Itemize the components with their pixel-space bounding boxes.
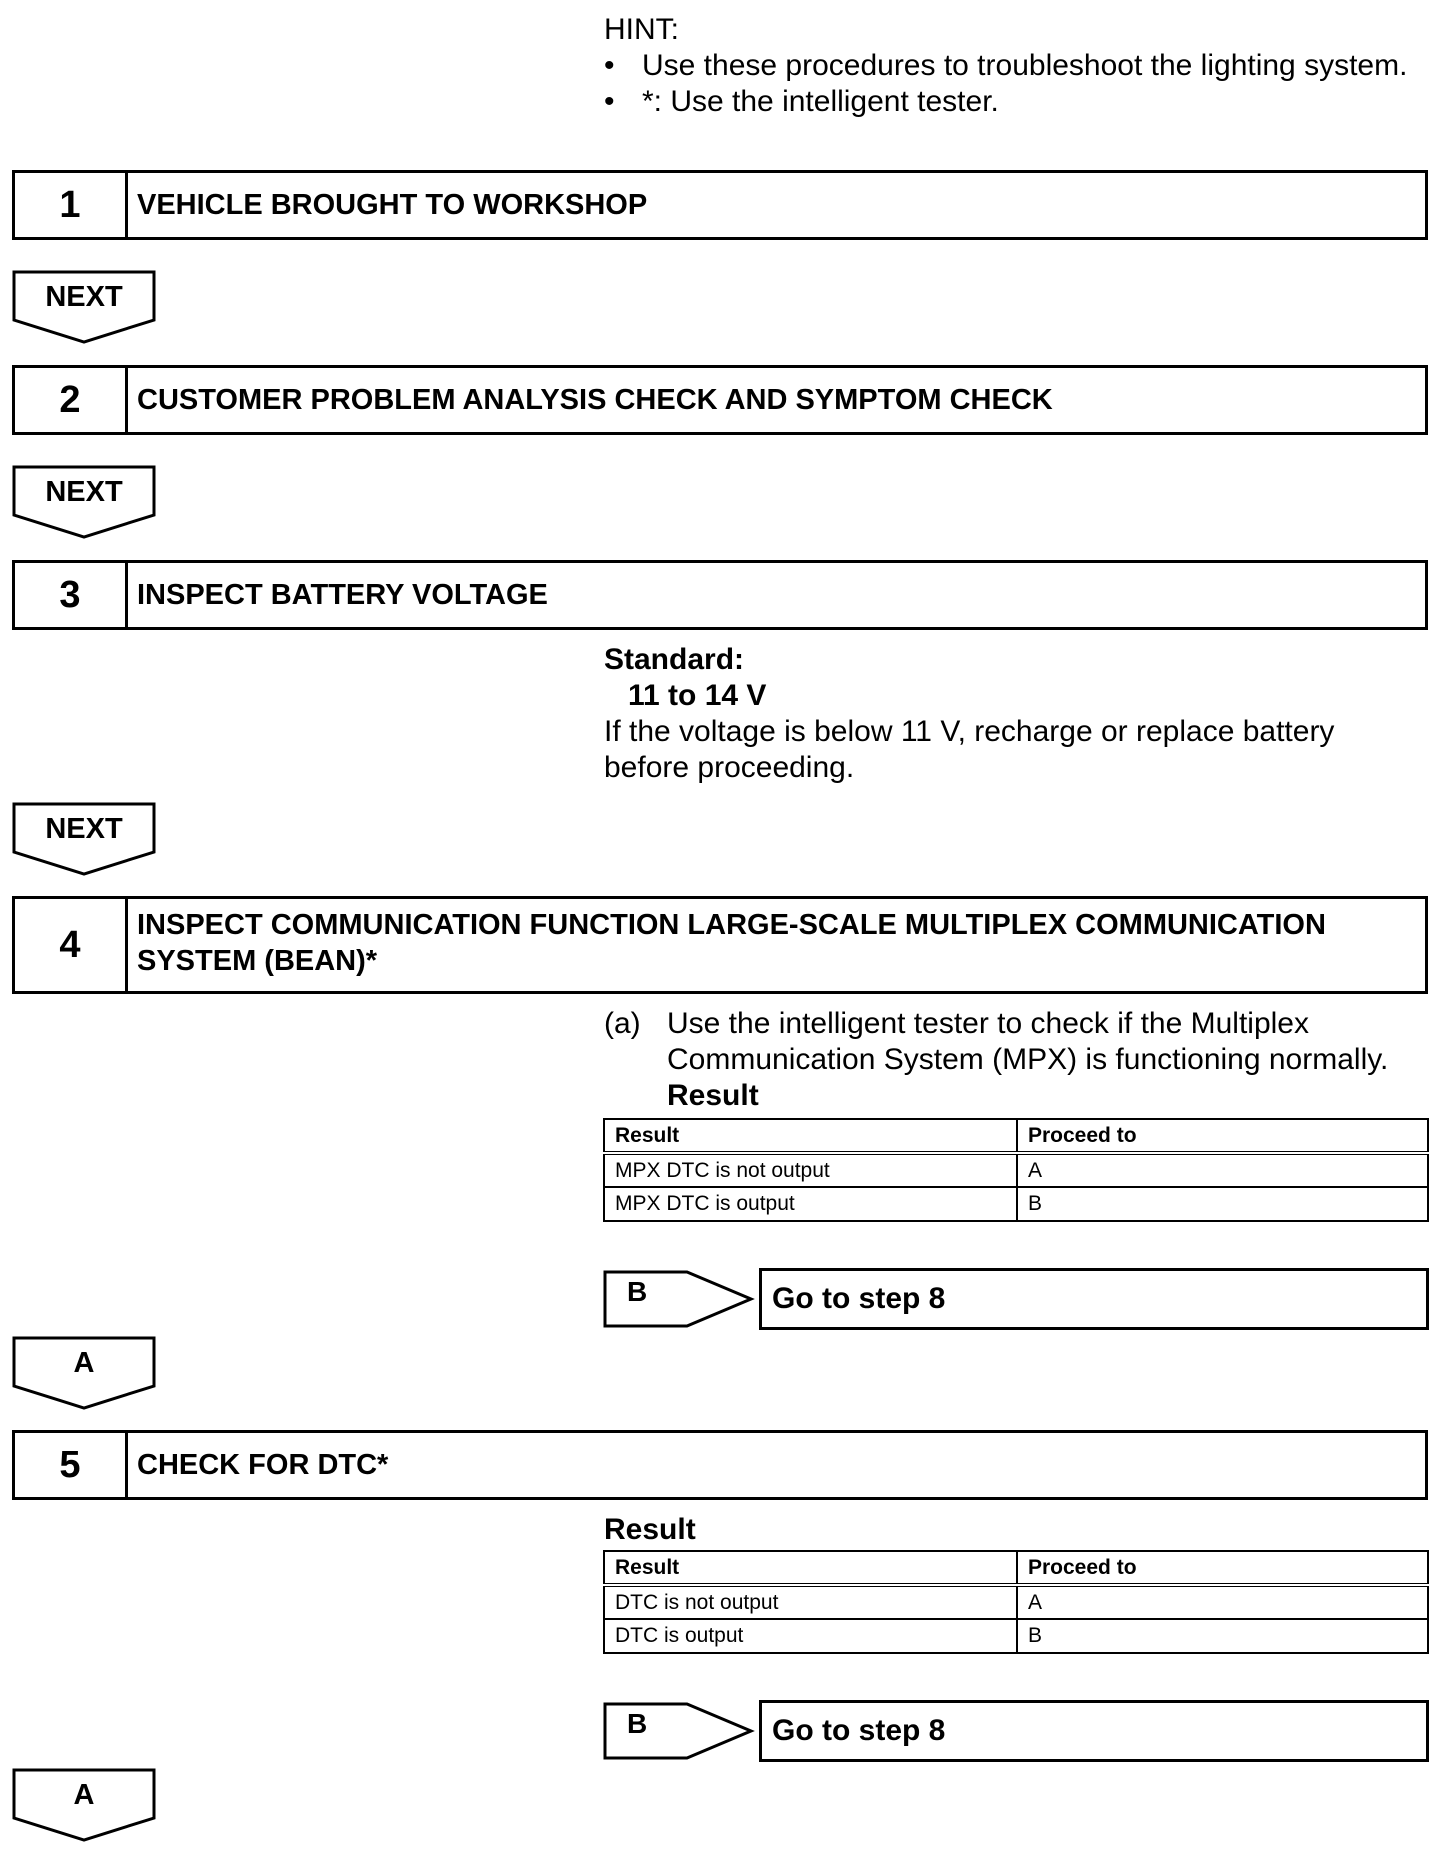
hint-title: HINT: — [604, 13, 679, 46]
step-number: 3 — [15, 563, 128, 627]
step-title: VEHICLE BROUGHT TO WORKSHOP — [137, 189, 648, 221]
result-title: Result — [667, 1079, 759, 1112]
next-arrow — [12, 802, 156, 876]
goto-step-8 — [603, 1268, 1429, 1330]
standard-label: Standard: — [604, 643, 745, 676]
table-cell: A — [1017, 1585, 1428, 1619]
table-header-row — [604, 1551, 1428, 1585]
table-cell: DTC is output — [604, 1619, 1017, 1653]
a-arrow — [12, 1768, 156, 1842]
goto-step-8 — [603, 1700, 1429, 1762]
step-title: INSPECT COMMUNICATION FUNCTION LARGE-SCALE MULTIPLEX COMMUNICATION — [137, 909, 1326, 941]
arrow-label: NEXT — [45, 476, 123, 508]
table-header: Result — [604, 1119, 1017, 1153]
table-row — [604, 1187, 1428, 1221]
table-cell: MPX DTC is output — [604, 1187, 1017, 1221]
step-title: SYSTEM (BEAN)* — [137, 945, 378, 977]
step-number: 4 — [15, 899, 128, 991]
goto-text: Go to step 8 — [759, 1700, 1429, 1762]
step-title: CHECK FOR DTC* — [137, 1449, 389, 1481]
next-arrow — [12, 270, 156, 344]
table-header: Proceed to — [1017, 1551, 1428, 1585]
bullet-marker: • — [604, 49, 615, 82]
table-cell: B — [1017, 1619, 1428, 1653]
branch-label: B — [627, 1276, 648, 1307]
step-number: 2 — [15, 368, 128, 432]
result-table — [603, 1118, 1429, 1222]
step-4-header — [12, 896, 1428, 994]
hint-bullet-text: Use these procedures to troubleshoot the lighting system. — [642, 49, 1408, 82]
step-5-header — [12, 1430, 1428, 1500]
battery-note: before proceeding. — [604, 751, 855, 784]
arrow-label: NEXT — [45, 281, 123, 313]
arrow-label: NEXT — [45, 813, 123, 845]
step-3-header — [12, 560, 1428, 630]
step-1-header — [12, 170, 1428, 240]
standard-value: 11 to 14 V — [628, 679, 767, 712]
a-arrow — [12, 1336, 156, 1410]
table-cell: DTC is not output — [604, 1585, 1017, 1619]
step-title: CUSTOMER PROBLEM ANALYSIS CHECK AND SYMPTOM CHECK — [137, 384, 1053, 416]
battery-note: If the voltage is below 11 V, recharge or replace battery — [604, 715, 1335, 748]
step-title: INSPECT BATTERY VOLTAGE — [137, 579, 548, 611]
table-header-row — [604, 1119, 1428, 1153]
table-row — [604, 1585, 1428, 1619]
item-label: (a) — [604, 1007, 641, 1040]
table-cell: B — [1017, 1187, 1428, 1221]
right-arrow-icon — [603, 1700, 755, 1762]
item-text: Communication System (MPX) is functioning normally. — [667, 1043, 1389, 1076]
table-header: Result — [604, 1551, 1017, 1585]
arrow-label: A — [73, 1347, 95, 1379]
arrow-label: A — [73, 1779, 95, 1811]
step-2-header — [12, 365, 1428, 435]
hint-bullet-text: *: Use the intelligent tester. — [642, 85, 999, 118]
result-title: Result — [604, 1513, 696, 1546]
step-number: 5 — [15, 1433, 128, 1497]
next-arrow — [12, 465, 156, 539]
step-number: 1 — [15, 173, 128, 237]
branch-label: B — [627, 1708, 648, 1739]
result-table — [603, 1550, 1429, 1654]
table-row — [604, 1619, 1428, 1653]
item-text: Use the intelligent tester to check if the Multiplex — [667, 1007, 1309, 1040]
bullet-marker: • — [604, 85, 615, 118]
table-cell: A — [1017, 1153, 1428, 1187]
right-arrow-icon — [603, 1268, 755, 1330]
goto-text: Go to step 8 — [759, 1268, 1429, 1330]
table-header: Proceed to — [1017, 1119, 1428, 1153]
table-row — [604, 1153, 1428, 1187]
table-cell: MPX DTC is not output — [604, 1153, 1017, 1187]
